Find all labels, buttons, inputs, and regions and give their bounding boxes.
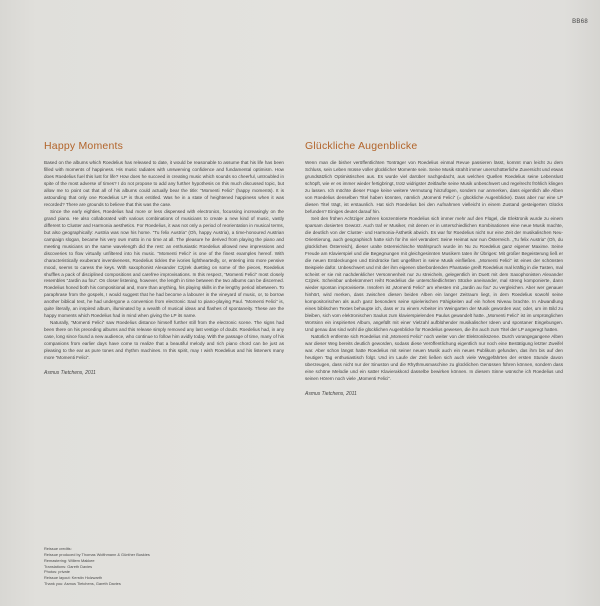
credit-line: Reissue credits: — [44, 546, 72, 551]
english-paragraph: Naturally, “Momenti Felici” saw Roedelius distance himself further still from the electronic scene. The signs had been there on his preceding albums and this release simply removed any last vestige of doubt. Roedelius had, in any case, long since found a new audience, who continue to follow him avidly today. With the passage of time, many of his companions from earlier days have come to realize that a beautiful melody and rich piano chord can be just as pleasing to the ear as pure tones and rhythm machines. In this spirit, may I wish Roedelius and his listeners many more “Momenti Felici”. — [44, 320, 284, 361]
english-body — [44, 160, 284, 362]
german-column — [305, 140, 563, 397]
english-title: Happy Moments — [44, 140, 124, 152]
reissue-credits — [44, 546, 284, 587]
german-signature: Asmus Tietchens, 2011 — [305, 391, 357, 397]
english-paragraph: Based on the albums which Roedelius has released to date, it would be reasonable to assume that his life has been filled with moments of happiness. His music radiates with unswerving confidence and fundamental optimism. How does Roedelius fuel this lust for life? How does he succeed in creating music which sounds so cheerful, untroubled in spite of the most adverse of times? I do not propose to add any further hypothesis on this much discussed topic, but allow me to point out that all of his albums could actually bear the title: “Momenti Felici” (happy moments). It is astounding that only one Roedelius LP is thus entitled. Was he in a state of heightened happiness when it was recorded? There are grounds to believe that this was the case. — [44, 160, 284, 207]
credit-line: Photos: private — [44, 569, 70, 575]
catalog-number: BB68 — [572, 19, 588, 25]
credit-line: Reissue produced by Thomas Wolthmann & Günther Buskies — [44, 551, 150, 557]
english-column — [44, 140, 284, 376]
german-paragraph: Wenn man die bisher veröffentlichten Tonträger von Roedelius einmal Revue passieren lässt, kommt man leicht zu dem Schluss, sein Leben müsse voller glücklicher Momente sein. Seine Musik strahlt immer unerschütterliche Zuversicht und etwas grundsätzlich Optimistisches aus. Es wurde viel darüber nachgedacht, aus welchen Quellen Roedelius seine Lebenslust schöpft, wie er es immer wieder fertigbringt, trotz widrigster Zeitläufte seine Musik unbeschwert und regelrecht fröhlich klingen zu lassen. Ich möchte dieser Frage keine weitere Vermutung hinzufügen, sondern nur anmerken, dass eigentlich alle Alben von Roedelius denselben Titel haben könnten, nämlich „Momenti Felici“ (= glückliche Augenblicke). Dass aber nur eine LP diesen Titel trägt, ist erstaunlich. Hat sich Roedelius bei den Aufnahmen vielleicht in einem Zustand gesteigerten Glücks befunden? Einiges deutet darauf hin. — [305, 160, 563, 214]
german-body — [305, 160, 563, 383]
german-paragraph: Seit den frühen Achtziger Jahren konzentrierte Roedelius sich immer mehr auf den Flügel, die Elektronik wurde zu einem sparsam dosierten Gewürz. Auch traf er Musiker, mit denen er in unterschiedlichen Kombinationen eine neue Musik machte, die deutlich von der Cluster- und Harmonia-Ästhetik abwich. Es war für Roedelius nicht nur eine Zeit der musikalischen Neu-Orientierung, auch geographisch hatte sich für ihn viel verändert: Seine Heimat war nun Österreich. „Tu felix Austria“ (Oh, du glückliches Österreich), dieser uralte österreichische Wahlspruch wurde im Nu zu Roedelius ganz eigener Maxime. Seine Freude am Klavierspiel und die Begegnungen mit gleichgesinnten Musikern taten ihr Übriges: Mit großer Begeisterung ließ er die neuen Entdeckungen und Eindrücke fast ungefiltert in seine Musik einfließen. „Momenti Felici“ ist eines der schönsten Beispiele dafür. Unbeschwert und mit der ihm eigenen überbordenden Phantasie greift Roedelius mal kräftig in die Tasten, mal scheint er sie mit nachdenklicher Versonnenheit nur zu streicheln, gelegentlich im Duett mit dem Saxophonisten Alexander Czjzek. Scheinbar unbekümmert reiht Roedelius die unterschiedlichsten Stücke aneinander, mal streng komponierte, dann wieder spontan improvisierte. Insofern ist „Momenti Felici“ am ehesten mit „Jardin au fou“ zu vergleichen. Aber wer genauer hinhört, wird merken, dass zwischen diesen beiden Alben ein langer Zeitraum liegt, in dem Roedelius sowohl seine kompositorischen als auch ganz besonders seine spielerischen Fähigkeiten auf ein hohes Niveau brachte. In Abwandlung eines biblischen Textes behaupte ich, dass er zu einem Arbeiter im Weingarten der Musik geworden war; oder, um im Bild zu bleiben, sich vom elektronischen Saulus zum klavierspielenden Paulus gewandelt hatte. „Momenti Felici“ ist im ursprünglichen Wortsinn ein inspiriertes Album, angefüllt mit einer Vielzahl aufblühender musikalischer Ideen und spontaner Eingebungen. Und genau das sind wohl die glücklichen Augenblicke für Roedelius gewesen, die ihn auch zum Titel der LP angeregt hatten. — [305, 215, 563, 333]
credit-line: Thank you: Asmus Tietchens, Gareth Davies — [44, 581, 121, 587]
credit-line: Reissue layout: Kerstin Holzwarth — [44, 575, 103, 581]
english-paragraph: Since the early eighties, Roedelius had more or less dispensed with electronics, focussing increasingly on the grand piano. He also collaborated with various combinations of musicians to create a new kind of music, vastly different to Cluster and Harmonia aesthetics. For Roedelius, it was not only a period of reorientation in musical terms, but also geographically: Austria was now his home. “Tu felix Austria” (Oh, happy Austria), a time-honoured Austrian campaign slogan, became his very own motto in no time at all. The pleasure he derived from playing the piano and meeting musicians on the same wavelength did the rest: an enthusiastic Roedelius allowed new impressions and discoveries to flow virtually unfiltered into his music. “Momenti Felici” is one of the finest examples hereof. With characteristically exuberant inventiveness, Roedelius tickles the ivories lightheartedly, or, entering into more pensive mood, seems to caress the keys. With saxophonist Alexander Czjzek duetting on some of the pieces, Roedelius shuffles a pack of disciplined compositions and carefree improvisations. In this respect, “Momenti Felici” most closely resembles “Jardin au fou”. On closer listening, however, the length in time between the two albums can be discerned. Roedelius honed both his compositional and, more than anything, his playing skills in the lengthy period inbetween. To paraphrase from the gospels, I would suggest that he had become a labourer in the vineyard of music, or, to borrow another biblical text, he had undergone a conversion from electronic Saul to piano-playing Paul. “Momenti Felici” is, quite literally, an inspired album, illuminated by a wealth of musical ideas and flashes of spontaneity. These are the happy moments which Roedelius had in mind when giving the LP its name. — [44, 208, 284, 319]
credit-line: Translations: Gareth Davies — [44, 563, 93, 569]
german-paragraph: Natürlich entfernte sich Roedelius mit „Momenti Felici“ noch weiter von der Elektronikszene. Durch vorangegangene Alben war dieser Weg bereits deutlich geworden, sodass diese Veröffentlichung eigentlich nur noch eine Bestätigung letzter Zweifel war. Aber schon längst hatte Roedelius mit seiner neuen Musik auch ein neues Publikum gefunden, das ihm bis auf den heutigen Tag enthusiastisch folgt. Und im Laufe der Zeit ließen sich auch viele Weggefährten der ersten Stunde davon überzeugen, dass nicht nur der Sinuston und die Rhythmusmaschine zu glücklichen Genüssen führen können, sondern dass eine schöne Melodie und ein satter Klavierakkord dasselbe bewirken können. In diesem Sinne wünsche ich Roedelius und seinen Hörern noch viele „Momenti Felici“. — [305, 334, 563, 382]
english-signature: Asmus Tietchens, 2011 — [44, 370, 96, 377]
german-title: Glückliche Augenblicke — [305, 140, 418, 152]
credit-line: Remastering: Willem Makkee — [44, 557, 95, 563]
